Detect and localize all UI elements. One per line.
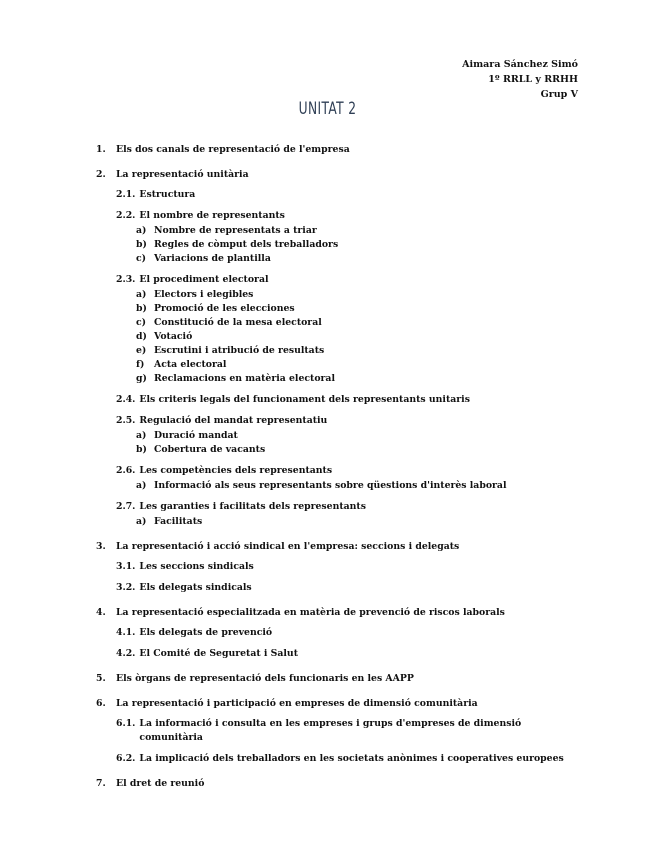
item-text: Cobertura de vacants — [154, 444, 266, 455]
section-number: 3. — [96, 541, 106, 552]
subsection-title: Els delegats sindicals — [139, 582, 252, 593]
subsection-number: 4.2. — [116, 648, 136, 659]
subsection-heading — [116, 560, 566, 574]
section-heading — [96, 143, 566, 157]
item-text: Constitució de la mesa electoral — [154, 317, 322, 328]
outline-section — [96, 168, 566, 529]
item-text: Reclamacions en matèria electoral — [154, 373, 335, 384]
subsection-title: Estructura — [139, 189, 196, 200]
section-heading — [96, 697, 566, 711]
subsection-heading — [116, 393, 566, 407]
subsection — [116, 626, 566, 640]
subsection-title: El procediment electoral — [139, 274, 269, 285]
subsection-heading — [116, 188, 566, 202]
subsection — [116, 414, 566, 457]
subsection-title: El Comité de Seguretat i Salut — [139, 648, 298, 659]
subsection-title: Regulació del mandat representatiu — [139, 415, 328, 426]
item-letter: c) — [136, 317, 147, 328]
subsection — [116, 717, 566, 745]
subsection — [116, 188, 566, 202]
section-number: 7. — [96, 778, 106, 789]
item-text: Facilitats — [154, 516, 203, 527]
list-item — [136, 429, 566, 443]
subsection-title: Les competències dels representants — [139, 465, 333, 476]
item-letter: a) — [136, 516, 147, 527]
subsection-number: 2.4. — [116, 394, 136, 405]
subsection-title: La implicació dels treballadors en les societats anònimes i cooperatives europees — [139, 753, 564, 764]
outline-section — [96, 777, 566, 791]
item-text: Nombre de representats a triar — [154, 225, 317, 236]
subsection-heading — [116, 647, 566, 661]
subsection-heading — [116, 273, 566, 287]
item-letter: d) — [136, 331, 147, 342]
subsection — [116, 209, 566, 266]
subsection — [116, 560, 566, 574]
section-heading — [96, 540, 566, 554]
subsection — [116, 273, 566, 386]
page-title: UNITAT 2 — [298, 99, 357, 119]
item-letter: b) — [136, 239, 147, 250]
subsection — [116, 500, 566, 529]
item-letter: f) — [136, 359, 145, 370]
list-item — [136, 224, 566, 238]
subsection-number: 6.1. — [116, 718, 136, 729]
section-title: Els dos canals de representació de l'empresa — [116, 144, 350, 155]
section-title: La representació especialitzada en matèria de prevenció de riscos laborals — [116, 607, 505, 618]
subsection-number: 3.2. — [116, 582, 136, 593]
subsection-number: 4.1. — [116, 627, 136, 638]
section-heading — [96, 168, 566, 182]
subsection-number: 2.3. — [116, 274, 136, 285]
subsection-heading — [116, 581, 566, 595]
subsection-heading — [116, 500, 566, 514]
list-item — [136, 515, 566, 529]
section-number: 5. — [96, 673, 106, 684]
section-heading — [96, 672, 566, 686]
item-list — [136, 224, 566, 266]
list-item — [136, 330, 566, 344]
outline-section — [96, 606, 566, 661]
section-number: 4. — [96, 607, 106, 618]
outline — [96, 143, 566, 802]
subsection-title: Les seccions sindicals — [139, 561, 254, 572]
item-letter: e) — [136, 345, 147, 356]
item-text: Promoció de les elecciones — [154, 303, 295, 314]
subsection-title: Les garanties i facilitats dels representants — [139, 501, 366, 512]
item-list — [136, 288, 566, 386]
list-item — [136, 479, 566, 493]
list-item — [136, 238, 566, 252]
section-number: 2. — [96, 169, 106, 180]
subsection-number: 2.7. — [116, 501, 136, 512]
item-text: Electors i elegibles — [154, 289, 254, 300]
list-item — [136, 316, 566, 330]
item-letter: a) — [136, 430, 147, 441]
item-text: Duració mandat — [154, 430, 238, 441]
item-list — [136, 479, 566, 493]
item-letter: g) — [136, 373, 147, 384]
subsection-title: El nombre de representants — [139, 210, 285, 221]
item-text: Acta electoral — [154, 359, 227, 370]
list-item — [136, 252, 566, 266]
outline-section — [96, 540, 566, 595]
subsection — [116, 752, 566, 766]
item-list — [136, 515, 566, 529]
subsection-number: 2.1. — [116, 189, 136, 200]
item-list — [136, 429, 566, 457]
item-text: Escrutini i atribució de resultats — [154, 345, 325, 356]
section-heading — [96, 606, 566, 620]
subsection-number: 3.1. — [116, 561, 136, 572]
section-heading — [96, 777, 566, 791]
subsection — [116, 581, 566, 595]
subsection — [116, 464, 566, 493]
subsection-number: 2.2. — [116, 210, 136, 221]
document-header — [462, 57, 578, 102]
subsection — [116, 393, 566, 407]
subsection-number: 2.6. — [116, 465, 136, 476]
subsection-number: 2.5. — [116, 415, 136, 426]
item-letter: a) — [136, 225, 147, 236]
group-name: Grup V — [540, 89, 578, 100]
subsection-heading — [116, 717, 566, 745]
course-name: 1º RRLL y RRHH — [488, 74, 578, 85]
section-title: La representació unitària — [116, 169, 249, 180]
item-text: Informació als seus representants sobre qüestions d'interès laboral — [154, 480, 507, 491]
author-name: Aimara Sánchez Simó — [462, 59, 578, 70]
outline-section — [96, 143, 566, 157]
section-title: El dret de reunió — [116, 778, 205, 789]
subsection-title: Els criteris legals del funcionament dels representants unitaris — [139, 394, 470, 405]
section-title: Els òrgans de representació dels funcionaris en les AAPP — [116, 673, 414, 684]
item-text: Variacions de plantilla — [154, 253, 271, 264]
list-item — [136, 372, 566, 386]
list-item — [136, 344, 566, 358]
item-letter: c) — [136, 253, 147, 264]
subsection-heading — [116, 626, 566, 640]
outline-section — [96, 672, 566, 686]
outline-section — [96, 697, 566, 766]
subsection-title: Els delegats de prevenció — [139, 627, 273, 638]
item-letter: a) — [136, 289, 147, 300]
list-item — [136, 443, 566, 457]
section-number: 1. — [96, 144, 106, 155]
item-text: Regles de còmput dels treballadors — [154, 239, 339, 250]
subsection-title: La informació i consulta en les empreses i grups d'empreses de dimensió comunitària — [139, 718, 522, 743]
item-letter: a) — [136, 480, 147, 491]
subsection — [116, 647, 566, 661]
item-letter: b) — [136, 444, 147, 455]
list-item — [136, 358, 566, 372]
section-number: 6. — [96, 698, 106, 709]
subsection-heading — [116, 464, 566, 478]
subsection-heading — [116, 414, 566, 428]
list-item — [136, 288, 566, 302]
list-item — [136, 302, 566, 316]
subsection-heading — [116, 752, 566, 766]
section-title: La representació i participació en empreses de dimensió comunitària — [116, 698, 478, 709]
subsection-number: 6.2. — [116, 753, 136, 764]
item-letter: b) — [136, 303, 147, 314]
item-text: Votació — [154, 331, 193, 342]
section-title: La representació i acció sindical en l'empresa: seccions i delegats — [116, 541, 460, 552]
subsection-heading — [116, 209, 566, 223]
